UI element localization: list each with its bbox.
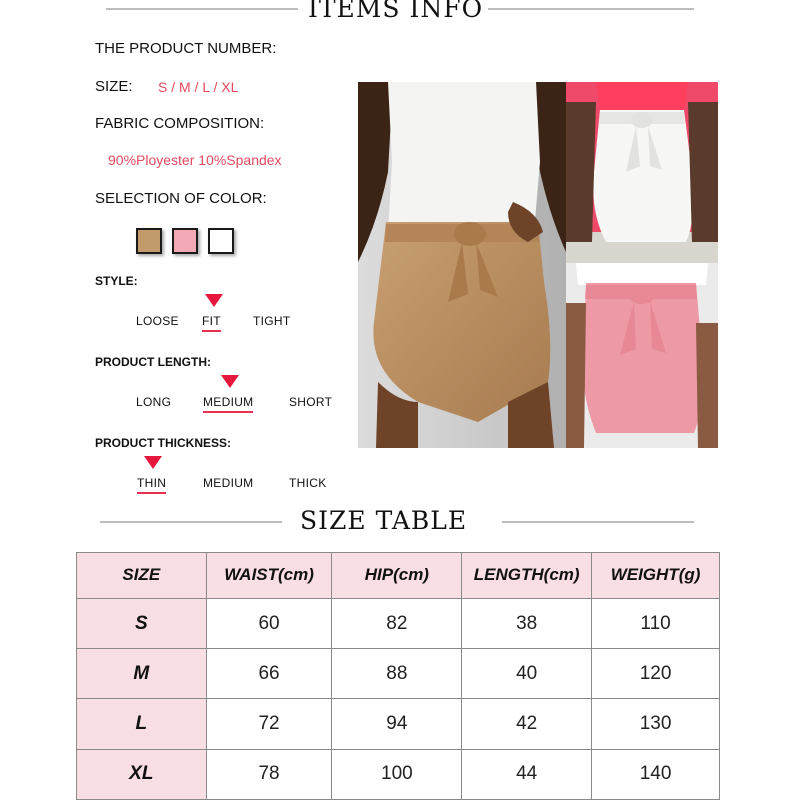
table-cell: 82 [332, 598, 462, 648]
style-option-loose: LOOSE [136, 314, 179, 328]
length-option-medium: MEDIUM [203, 395, 253, 413]
product-photo-pink [566, 263, 718, 448]
thickness-option-thin: THIN [137, 476, 166, 494]
size-table-header-cell: WAIST(cm) [206, 553, 332, 599]
color-swatch-pink[interactable] [172, 228, 198, 254]
size-label: SIZE: [95, 78, 133, 95]
table-cell: 40 [462, 649, 592, 699]
thickness-label: PRODUCT THICKNESS: [95, 436, 232, 450]
size-table-header-cell: LENGTH(cm) [462, 553, 592, 599]
table-cell: 94 [332, 699, 462, 749]
table-cell: 88 [332, 649, 462, 699]
table-cell: 100 [332, 749, 462, 799]
length-label: PRODUCT LENGTH: [95, 355, 211, 369]
table-cell-size: XL [77, 749, 207, 799]
size-value: S / M / L / XL [158, 79, 239, 95]
items-info-title: ITEMS INFO [308, 0, 484, 23]
size-table-header-cell: WEIGHT(g) [592, 553, 720, 599]
fabric-value: 90%Ployester 10%Spandex [108, 152, 282, 168]
size-table-line-right [502, 521, 694, 523]
table-row [77, 749, 720, 799]
table-cell: 44 [462, 749, 592, 799]
color-swatch-white[interactable] [208, 228, 234, 254]
length-option-long: LONG [136, 395, 172, 409]
table-cell-size: S [77, 598, 207, 648]
table-row [77, 649, 720, 699]
table-cell: 42 [462, 699, 592, 749]
size-table [76, 552, 720, 800]
length-option-short: SHORT [289, 395, 333, 409]
table-cell: 38 [462, 598, 592, 648]
size-table-header-cell: HIP(cm) [332, 553, 462, 599]
style-selected-marker-icon [205, 294, 223, 307]
table-cell: 60 [206, 598, 332, 648]
thickness-selected-marker-icon [144, 456, 162, 469]
table-cell: 120 [592, 649, 720, 699]
style-option-fit: FIT [202, 314, 221, 332]
style-option-tight: TIGHT [253, 314, 291, 328]
size-table-line-left [100, 521, 282, 523]
table-cell: 78 [206, 749, 332, 799]
product-number-label: THE PRODUCT NUMBER: [95, 40, 277, 57]
length-selected-marker-icon [221, 375, 239, 388]
table-cell-size: M [77, 649, 207, 699]
table-cell-size: L [77, 699, 207, 749]
fabric-label: FABRIC COMPOSITION: [95, 115, 265, 132]
items-info-line-right [488, 8, 694, 10]
table-row [77, 699, 720, 749]
size-table-header-row [77, 553, 720, 599]
table-cell: 140 [592, 749, 720, 799]
table-cell: 130 [592, 699, 720, 749]
size-table-header-cell: SIZE [77, 553, 207, 599]
color-swatch-khaki[interactable] [136, 228, 162, 254]
product-photo-khaki [358, 82, 566, 448]
thickness-option-thick: THICK [289, 476, 327, 490]
thickness-option-medium: MEDIUM [203, 476, 254, 490]
table-row [77, 598, 720, 648]
product-photo-white [566, 82, 718, 263]
items-info-line-left [106, 8, 298, 10]
table-cell: 66 [206, 649, 332, 699]
table-cell: 110 [592, 598, 720, 648]
size-table-title: SIZE TABLE [300, 506, 468, 535]
style-label: STYLE: [95, 274, 138, 288]
table-cell: 72 [206, 699, 332, 749]
color-label: SELECTION OF COLOR: [95, 190, 267, 207]
